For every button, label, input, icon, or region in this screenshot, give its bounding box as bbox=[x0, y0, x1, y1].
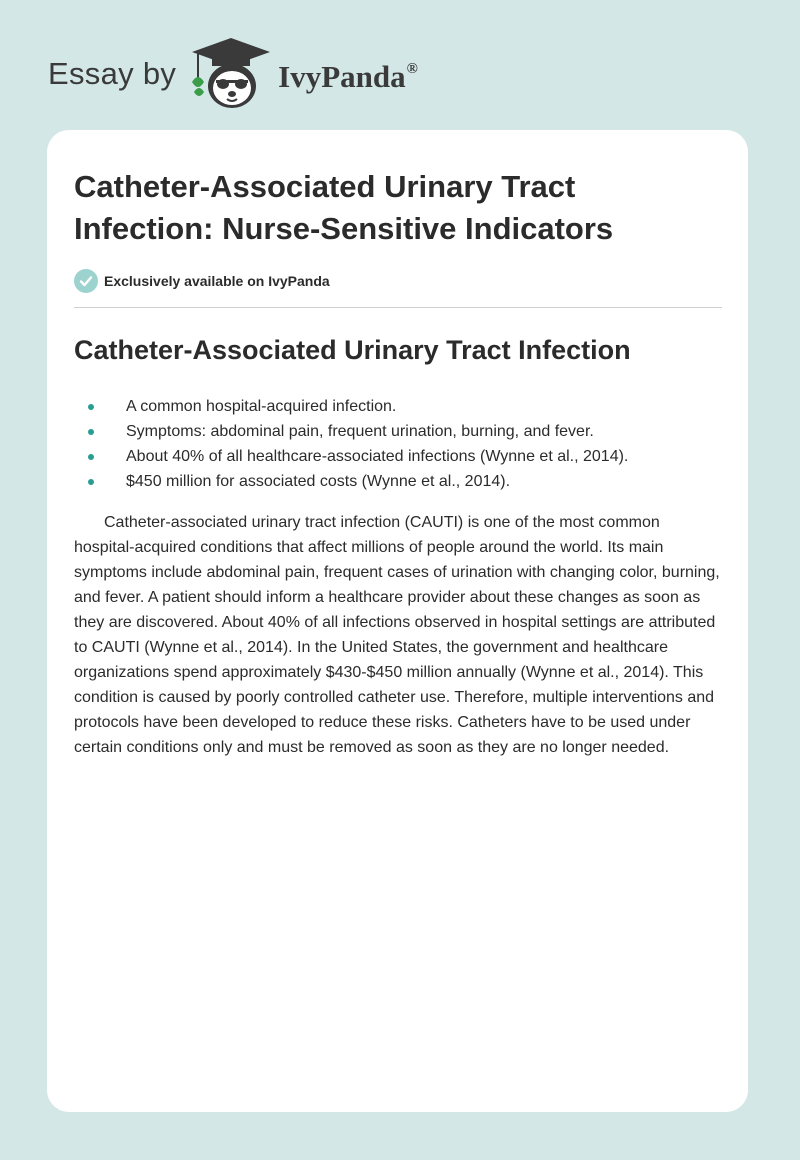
essay-by-label: Essay by bbox=[48, 56, 177, 91]
exclusive-label: Exclusively available on IvyPanda bbox=[104, 273, 330, 289]
list-item: A common hospital-acquired infection. bbox=[74, 394, 722, 419]
site-header bbox=[48, 34, 418, 114]
registered-mark: ® bbox=[406, 61, 418, 77]
list-item: $450 million for associated costs (Wynne et al., 2014). bbox=[74, 469, 722, 494]
page-title: Catheter-Associated Urinary Tract Infection: Nurse-Sensitive Indicators bbox=[74, 169, 614, 246]
body-paragraph: Catheter-associated urinary tract infection (CAUTI) is one of the most common hospital-acquired conditions that affect millions of people around the world. Its main symptoms include abdominal pain, frequent cases of urination with changing color, burning, and fever. A patient should inform a healthcare provider about these changes as soon as they are discovered. About 40% of all infections observed in hospital settings are attributed to CAUTI (Wynne et al., 2014). In the United States, the government and healthcare organizations spend approximately $430-$450 million annually (Wynne et al., 2014). This condition is caused by poorly controlled catheter use. Therefore, multiple interventions and protocols have been developed to reduce these risks. Catheters have to be used under certain conditions only and must be removed as soon as they are no longer needed. bbox=[74, 514, 720, 756]
check-icon bbox=[74, 269, 98, 293]
panda-graduate-icon[interactable] bbox=[188, 36, 274, 112]
divider bbox=[74, 307, 722, 308]
brand-name[interactable]: IvyPanda® bbox=[278, 59, 418, 94]
list-item: Symptoms: abdominal pain, frequent urination, burning, and fever. bbox=[74, 419, 722, 444]
section-title: Catheter-Associated Urinary Tract Infection bbox=[74, 335, 631, 365]
bullet-list bbox=[74, 394, 722, 494]
exclusive-badge bbox=[74, 268, 722, 294]
list-item: About 40% of all healthcare-associated infections (Wynne et al., 2014). bbox=[74, 444, 722, 469]
essay-card bbox=[47, 130, 748, 1112]
